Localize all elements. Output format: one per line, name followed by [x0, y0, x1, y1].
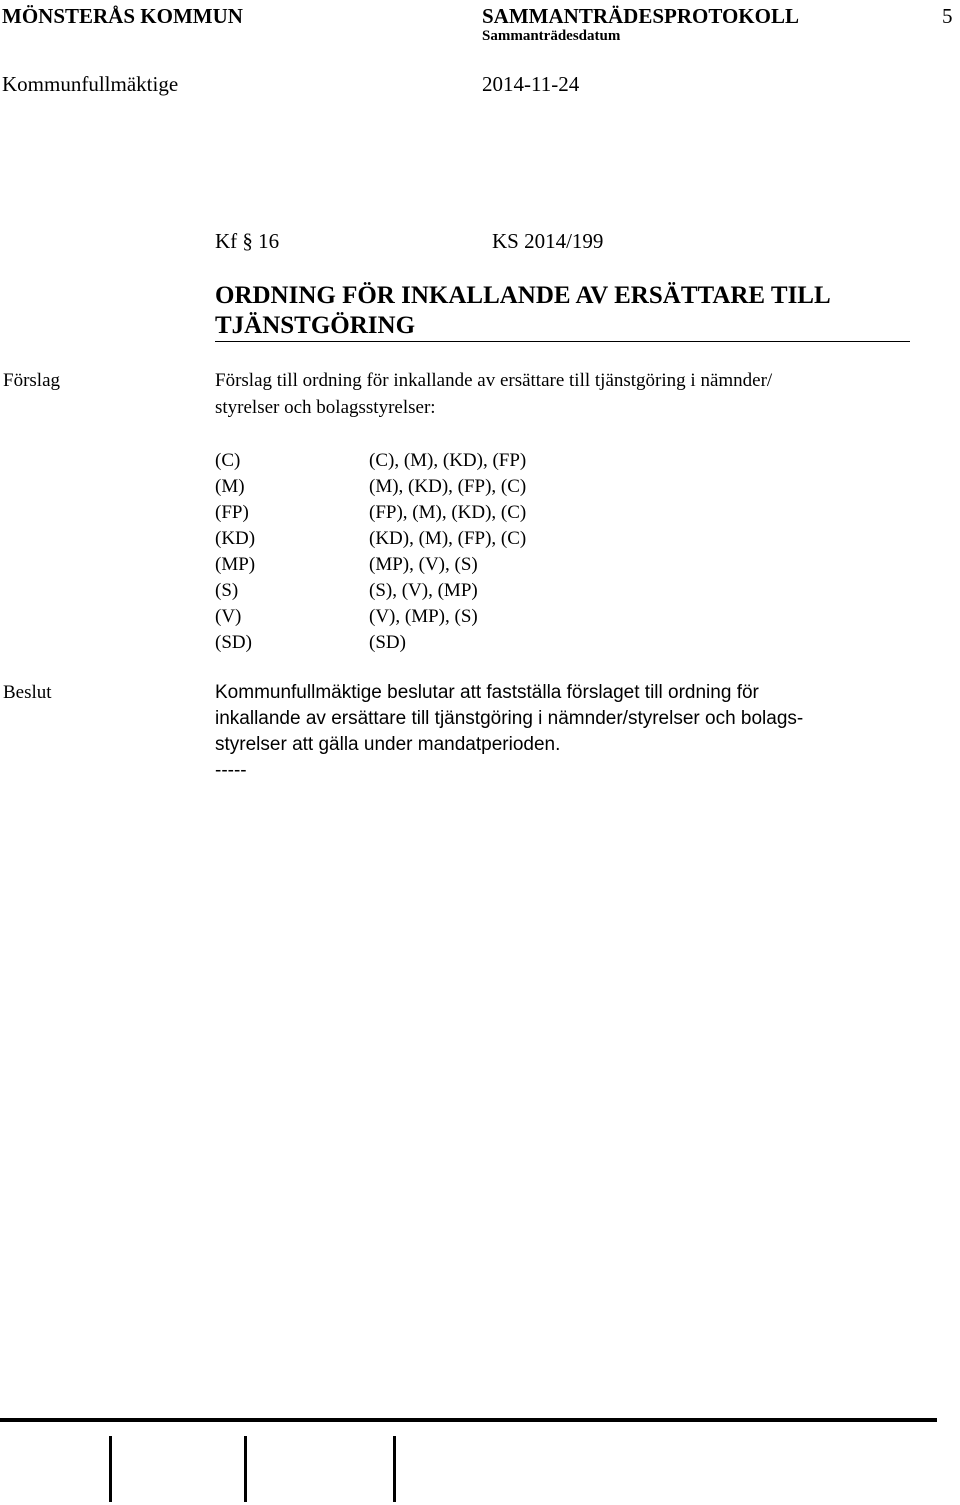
beslut-text: [215, 680, 875, 784]
forslag-label: Förslag: [3, 370, 60, 391]
order-cell: (KD), (M), (FP), (C): [369, 528, 527, 549]
party-cell: (SD): [215, 632, 252, 653]
end-mark: -----: [215, 760, 247, 781]
signature-divider: [393, 1436, 396, 1502]
document-type: SAMMANTRÄDESPROTOKOLL: [482, 4, 799, 28]
body-name: Kommunfullmäktige: [2, 72, 179, 96]
paragraph-number: Kf § 16: [215, 229, 280, 253]
beslut-text-line-2: inkallande av ersättare till tjänstgöring i nämnder/styrelser och bolags-: [215, 708, 804, 729]
case-reference: KS 2014/199: [492, 229, 604, 253]
order-cell: (S), (V), (MP): [369, 580, 478, 601]
beslut-label: Beslut: [3, 682, 52, 703]
meeting-date: 2014-11-24: [482, 72, 580, 96]
party-column: [215, 448, 255, 656]
beslut-text-line-1: Kommunfullmäktige beslutar att fastställa förslaget till ordning för: [215, 682, 759, 703]
signature-divider: [244, 1436, 247, 1502]
page-title-line-2: TJÄNSTGÖRING: [215, 312, 416, 339]
municipality-name: MÖNSTERÅS KOMMUN: [2, 4, 243, 28]
party-cell: (V): [215, 606, 242, 627]
signature-divider: [109, 1436, 112, 1502]
order-cell: (V), (MP), (S): [369, 606, 478, 627]
order-cell: (FP), (M), (KD), (C): [369, 502, 527, 523]
forslag-text-line-1: Förslag till ordning för inkallande av ersättare till tjänstgöring i nämnder/: [215, 370, 773, 391]
party-cell: (FP): [215, 502, 249, 523]
beslut-text-line-3: styrelser att gälla under mandatperioden.: [215, 734, 561, 755]
date-label: Sammanträdesdatum: [482, 28, 621, 44]
page-title-line-1: ORDNING FÖR INKALLANDE AV ERSÄTTARE TILL: [215, 282, 831, 309]
party-cell: (S): [215, 580, 239, 601]
order-cell: (SD): [369, 632, 406, 653]
party-cell: (C): [215, 450, 241, 471]
party-cell: (MP): [215, 554, 256, 575]
order-column: [369, 448, 526, 656]
party-cell: (KD): [215, 528, 256, 549]
page-number: 5: [942, 4, 953, 28]
order-cell: (C), (M), (KD), (FP): [369, 450, 527, 471]
title-underline: [215, 341, 910, 342]
party-cell: (M): [215, 476, 245, 497]
order-cell: (MP), (V), (S): [369, 554, 478, 575]
signature-rule: [0, 1418, 937, 1422]
order-cell: (M), (KD), (FP), (C): [369, 476, 527, 497]
forslag-text-line-2: styrelser och bolagsstyrelser:: [215, 397, 436, 418]
